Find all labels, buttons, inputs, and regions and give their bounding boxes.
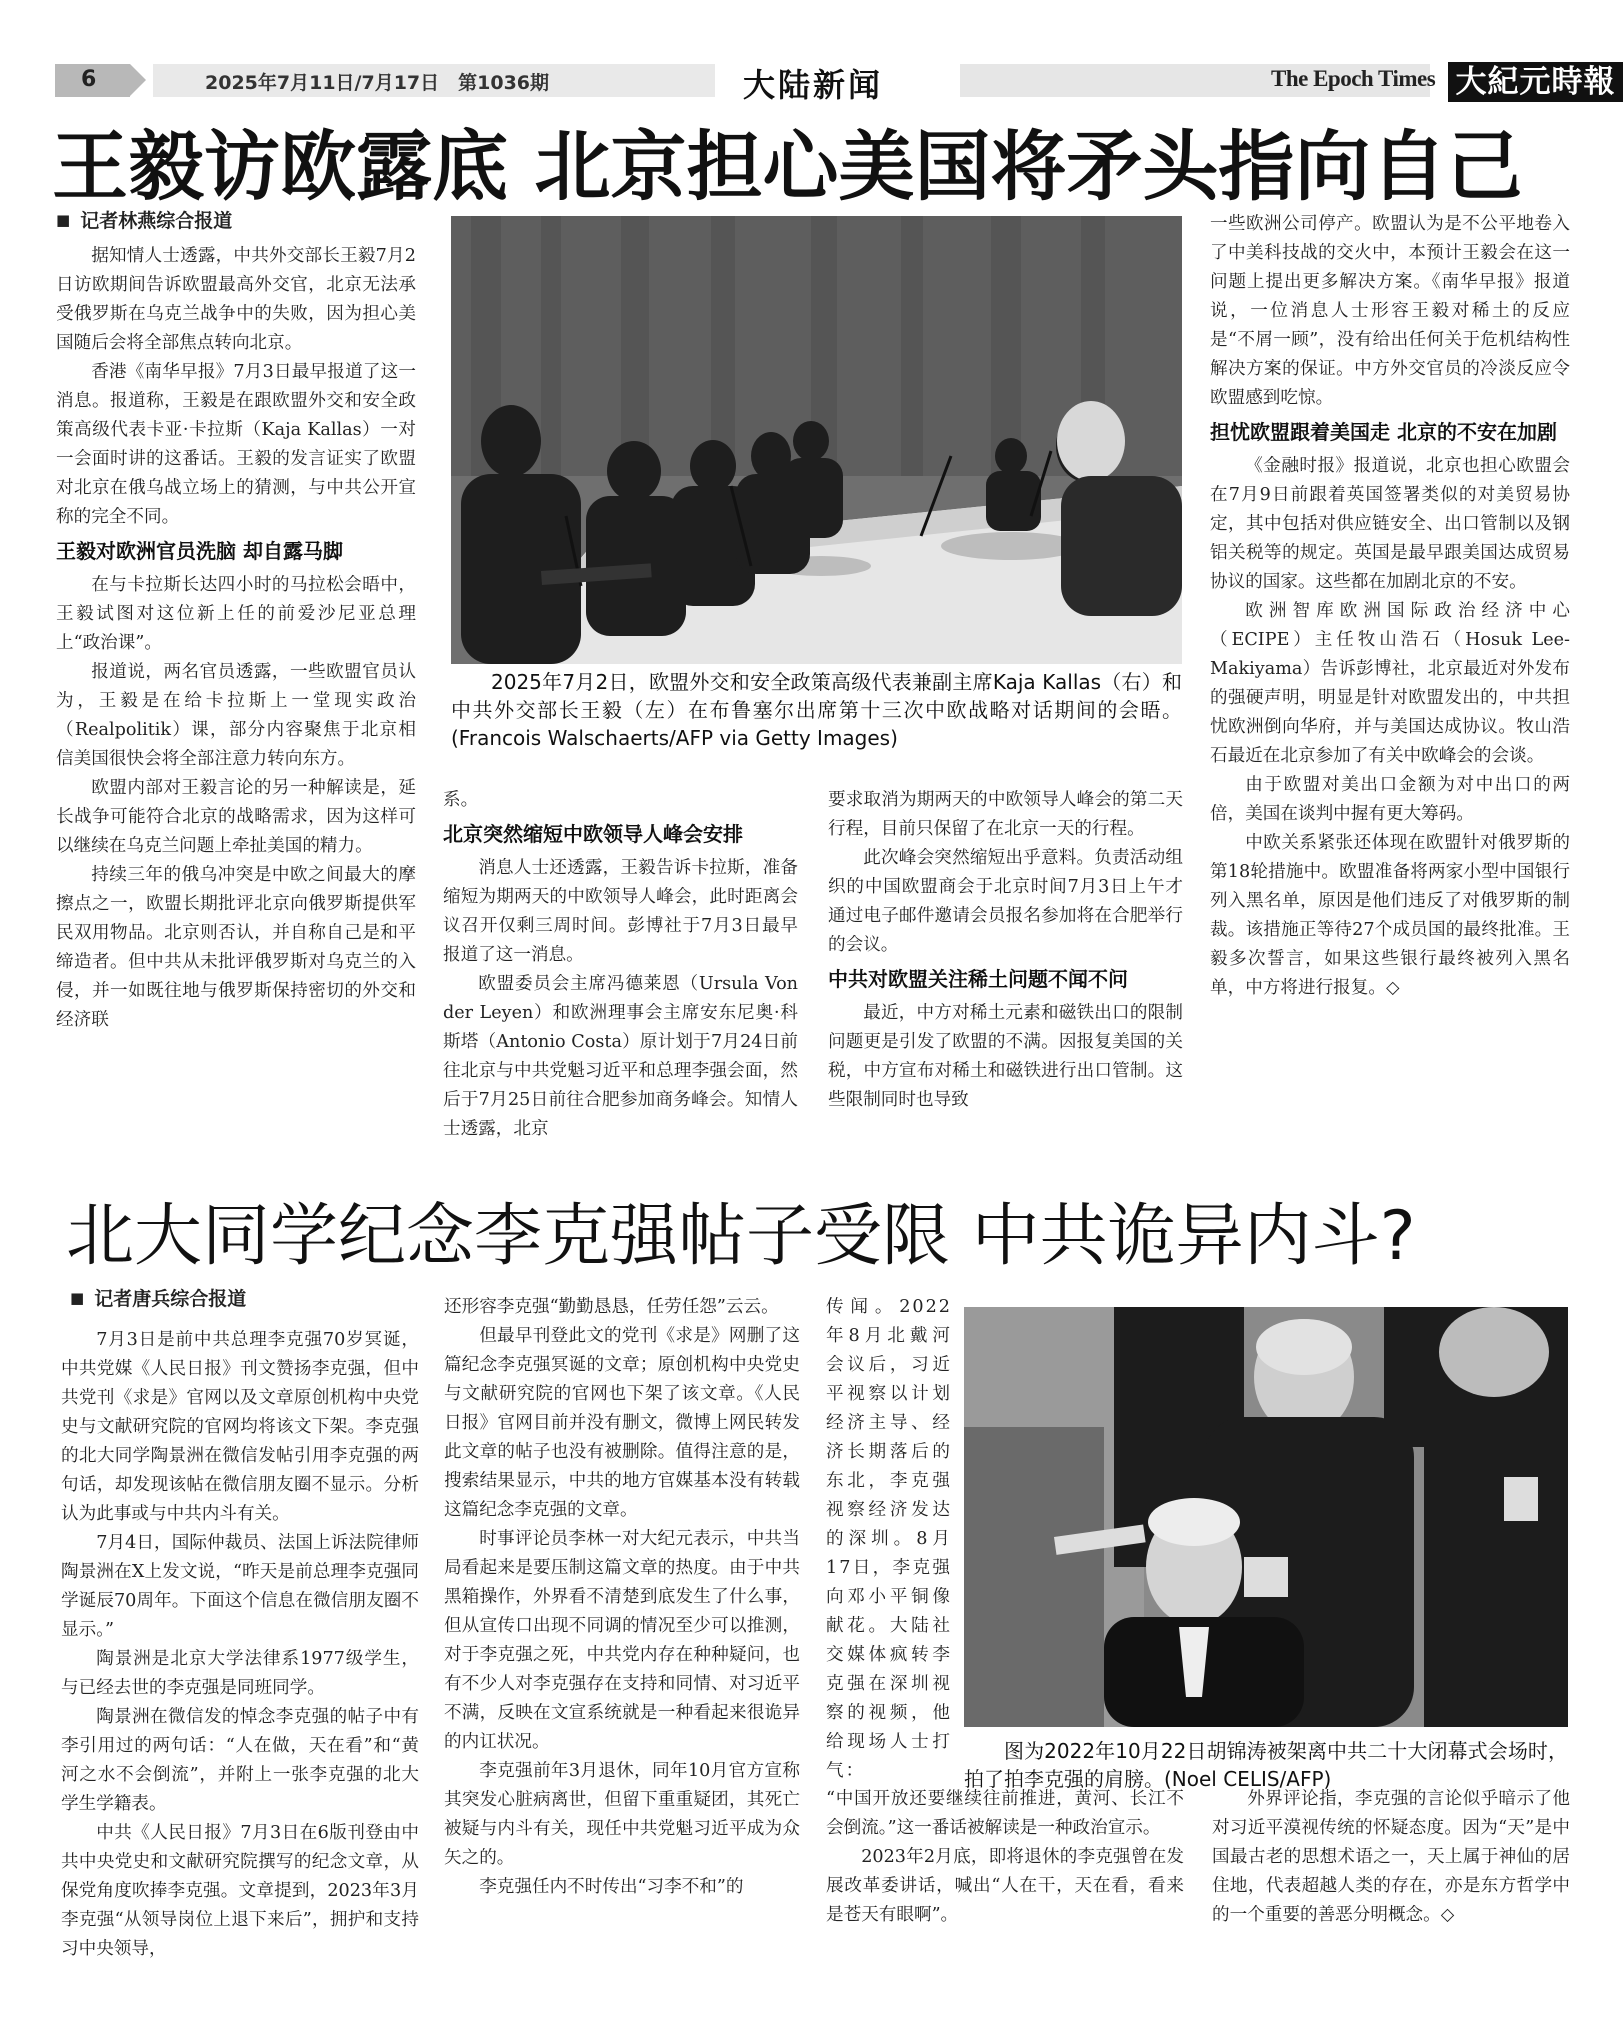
paragraph: 2023年2月底，即将退休的李克强曾在发展改革委讲话，喊出“人在干，天在看，看来是苍天有眼啊”。 bbox=[826, 1847, 1184, 1925]
paragraph: 李克强前年3月退休，同年10月官方宣称其突发心脏病离世，但留下重重疑团，其死亡被疑与内斗有关，现任中共党魁习近平成为众矢之的。 bbox=[444, 1761, 800, 1868]
paragraph: 传闻。2022年8月北戴河会议后，习近平视察以计划经济主导、经济长期落后的东北，李克强视察经济发达的深圳。8月17日，李克强向邓小平铜像献花。大陆社交媒体疯转李克强在深圳视察的视频，他给现场人士打气： bbox=[826, 1297, 952, 1781]
paragraph: 最近，中方对稀土元素和磁铁出口的限制问题更是引发了欧盟的不满。因报复美国的关税，中方宣布对稀土和磁铁进行出口管制。这些限制同时也导致 bbox=[828, 1003, 1183, 1110]
paragraph: 持续三年的俄乌冲突是中欧之间最大的摩擦点之一，欧盟长期批评北京向俄罗斯提供军民双用物品。北京则否认，并自称自己是和平缔造者。但中共从未批评俄罗斯对乌克兰的入侵，并一如既往地与俄罗斯保持密切的外交和经济联 bbox=[56, 865, 416, 1030]
paragraph: 中共《人民日报》7月3日在6版刊登由中共中央党史和文献研究院撰写的纪念文章，从保党角度吹捧李克强。文章提到，2023年3月李克强“从领导岗位上退下来后”，拥护和支持习中央领导， bbox=[61, 1823, 419, 1959]
paragraph: 欧洲智库欧洲国际政治经济中心（ECIPE）主任牧山浩石（Hosuk Lee-Makiyama）告诉彭博社，北京最近对外发布的强硬声明，明显是针对欧盟发出的，中共担忧欧洲倒向华府，并与美国达成协议。牧山浩石最近在北京参加了有关中欧峰会的会谈。 bbox=[1210, 601, 1570, 766]
issue-date: 2025年7月11日/7月17日 第1036期 bbox=[205, 72, 550, 94]
publication-logo: 大紀元時報 bbox=[1448, 62, 1623, 102]
paragraph: “中国开放还要继续往前推进，黄河、长江不会倒流。”这一番话被解读是一种政治宣示。 bbox=[826, 1789, 1184, 1838]
article2-col4 bbox=[1212, 1785, 1570, 1930]
article1-headline: 王毅访欧露底 北京担心美国将矛头指向自己 bbox=[52, 122, 1523, 211]
paragraph: 《金融时报》报道说，北京也担心欧盟会在7月9日前跟着英国签署类似的对美贸易协定，其中包括对供应链安全、出口管制以及钢铝关税等的规定。英国是最早跟美国达成贸易协议的国家。这些都在加剧北京的不安。 bbox=[1210, 456, 1570, 592]
article2-byline: ■ 记者唐兵综合报道 bbox=[70, 1284, 246, 1311]
paragraph: 时事评论员李林一对大纪元表示，中共当局看起来是要压制这篇文章的热度。由于中共黑箱操作，外界看不清楚到底发生了什么事，但从宣传口出现不同调的情况至少可以推测，对于李克强之死，中共党内存在种种疑问，也有不少人对李克强存在支持和同情、对习近平不满，反映在文宣系统就是一种看起来很诡异的内讧状况。 bbox=[444, 1529, 800, 1752]
article2-headline: 北大同学纪念李克强帖子受限 中共诡异内斗? bbox=[66, 1197, 1416, 1276]
page-number: 6 bbox=[81, 67, 97, 92]
paragraph: 在与卡拉斯长达四小时的马拉松会晤中，王毅试图对这位新上任的前爱沙尼亚总理上“政治课”。 bbox=[56, 575, 416, 653]
caption-text: 图为2022年10月22日胡锦涛被架离中共二十大闭幕式会场时，拍了拍李克强的肩膀。(Noel CELIS/AFP) bbox=[964, 1739, 1568, 1791]
article1-col2 bbox=[443, 786, 798, 1144]
publication-name-en: The Epoch Times bbox=[1271, 66, 1436, 91]
paragraph: 香港《南华早报》7月3日最早报道了这一消息。报道称，王毅是在跟欧盟外交和安全政策高级代表卡亚·卡拉斯（Kaja Kallas）一对一会面时讲的这番话。王毅的发言证实了欧盟对北京在俄乌战立场上的猜测，与中共公开宣称的完全不同。 bbox=[56, 362, 416, 527]
article1-subheading-3: 中共对欧盟关注稀土问题不闻不问 bbox=[828, 967, 1128, 991]
article1-photo-caption bbox=[451, 668, 1182, 752]
paragraph: 系。 bbox=[443, 790, 479, 810]
article2-photo bbox=[964, 1307, 1568, 1727]
congress-photo-image bbox=[964, 1307, 1568, 1727]
article2-col1 bbox=[61, 1326, 419, 1964]
paragraph: 消息人士还透露，王毅告诉卡拉斯，准备缩短为期两天的中欧领导人峰会，此时距离会议召开仅剩三周时间。彭博社于7月3日最早报道了这一消息。 bbox=[443, 858, 798, 965]
paragraph: 由于欧盟对美出口金额为对中出口的两倍，美国在谈判中握有更大筹码。 bbox=[1210, 775, 1570, 824]
page-header bbox=[55, 64, 1616, 104]
paragraph: 此次峰会突然缩短出乎意料。负责活动组织的中国欧盟商会于北京时间7月3日上午才通过电子邮件邀请会员报名参加将在合肥举行的会议。 bbox=[828, 848, 1183, 955]
article1-subheading-2: 北京突然缩短中欧领导人峰会安排 bbox=[443, 822, 743, 846]
paragraph: 中欧关系紧张还体现在欧盟针对俄罗斯的第18轮措施中。欧盟准备将两家小型中国银行列入黑名单，原因是他们违反了对俄罗斯的制裁。该措施正等待27个成员国的最终批准。王毅多次誓言，如果这些银行最终被列入黑名单，中方将进行报复。◇ bbox=[1210, 833, 1570, 998]
paragraph: 报道说，两名官员透露，一些欧盟官员认为，王毅是在给卡拉斯上一堂现实政治（Realpolitik）课，部分内容聚焦于北京相信美国很快会将全部注意力转向东方。 bbox=[56, 662, 416, 769]
article1-photo bbox=[451, 216, 1182, 664]
paragraph: 7月4日，国际仲裁员、法国上诉法院律师陶景洲在X上发文说，“昨天是前总理李克强同学诞辰70周年。下面这个信息在微信朋友圈不显示。” bbox=[61, 1533, 419, 1640]
article1-col3 bbox=[828, 786, 1183, 1115]
paragraph: 欧盟内部对王毅言论的另一种解读是，延长战争可能符合北京的战略需求，因为这样可以继续在乌克兰问题上牵扯美国的精力。 bbox=[56, 778, 416, 856]
paragraph: 但最早刊登此文的党刊《求是》网删了这篇纪念李克强冥诞的文章；原创机构中央党史与文献研究院的官网也下架了该文章。《人民日报》官网目前并没有删文，微博上网民转发此文章的帖子也没有被删除。值得注意的是，搜索结果显示，中共的地方官媒基本没有转载这篇纪念李克强的文章。 bbox=[444, 1326, 800, 1520]
section-title: 大陆新闻 bbox=[743, 66, 884, 104]
article1-subheading-1: 王毅对欧洲官员洗脑 却自露马脚 bbox=[56, 539, 343, 563]
paragraph: 外界评论指，李克强的言论似乎暗示了他对习近平漠视传统的怀疑态度。因为“天”是中国最古老的思想术语之一，天上属于神仙的居住地，代表超越人类的存在，亦是东方哲学中的一个重要的善恶分明概念。◇ bbox=[1212, 1789, 1570, 1925]
paragraph: 欧盟委员会主席冯德莱恩（Ursula Von der Leyen）和欧洲理事会主席安东尼奥·科斯塔（Antonio Costa）原计划于7月24日前往北京与中共党魁习近平和总理李强会面，然后于7月25日前往合肥参加商务峰会。知情人士透露，北京 bbox=[443, 974, 798, 1139]
article2-col3b bbox=[826, 1785, 1184, 1930]
article2-col2 bbox=[444, 1293, 800, 1902]
paragraph: 还形容李克强“勤勤恳恳，任劳任怨”云云。 bbox=[444, 1297, 779, 1317]
article1-subheading-4: 担忧欧盟跟着美国走 北京的不安在加剧 bbox=[1210, 420, 1557, 444]
paragraph: 陶景洲是北京大学法律系1977级学生，与已经去世的李克强是同班同学。 bbox=[61, 1649, 419, 1698]
paragraph: 陶景洲在微信发的悼念李克强的帖子中有李引用过的两句话：“人在做，天在看”和“黄河之水不会倒流”，并附上一张李克强的北大学生学籍表。 bbox=[61, 1707, 419, 1814]
article1-col4 bbox=[1210, 210, 1570, 1003]
caption-text: 2025年7月2日，欧盟外交和安全政策高级代表兼副主席Kaja Kallas（右）和中共外交部长王毅（左）在布鲁塞尔出席第十三次中欧战略对话期间的会晤。(Francois Walschaerts/AFP via Getty Images) bbox=[451, 670, 1182, 750]
paragraph: 据知情人士透露，中共外交部长王毅7月2日访欧期间告诉欧盟最高外交官，北京无法承受俄罗斯在乌克兰战争中的失败，因为担心美国随后会将全部焦点转向北京。 bbox=[56, 246, 416, 353]
paragraph: 要求取消为期两天的中欧领导人峰会的第二天行程，目前只保留了在北京一天的行程。 bbox=[828, 790, 1183, 839]
meeting-photo-image bbox=[451, 216, 1182, 664]
paragraph: 一些欧洲公司停产。欧盟认为是不公平地卷入了中美科技战的交火中，本预计王毅会在这一问题上提出更多解决方案。《南华早报》报道说，一位消息人士形容王毅对稀土的反应是“不屑一顾”，没有给出任何关于危机结构性解决方案的保证。中方外交官员的冷淡反应令欧盟感到吃惊。 bbox=[1210, 214, 1570, 408]
article1-byline: ■ 记者林燕综合报道 bbox=[56, 206, 232, 233]
page-number-tab bbox=[55, 64, 130, 97]
article2-col3 bbox=[826, 1293, 952, 1786]
article1-col1 bbox=[56, 242, 416, 1035]
paragraph: 7月3日是前中共总理李克强70岁冥诞，中共党媒《人民日报》刊文赞扬李克强，但中共党刊《求是》官网以及文章原创机构中央党史与文献研究院的官网均将该文下架。李克强的北大同学陶景洲在微信发帖引用李克强的两句话，却发现该帖在微信朋友圈不显示。分析认为此事或与中共内斗有关。 bbox=[61, 1330, 419, 1524]
paragraph: 李克强任内不时传出“习李不和”的 bbox=[479, 1877, 744, 1897]
